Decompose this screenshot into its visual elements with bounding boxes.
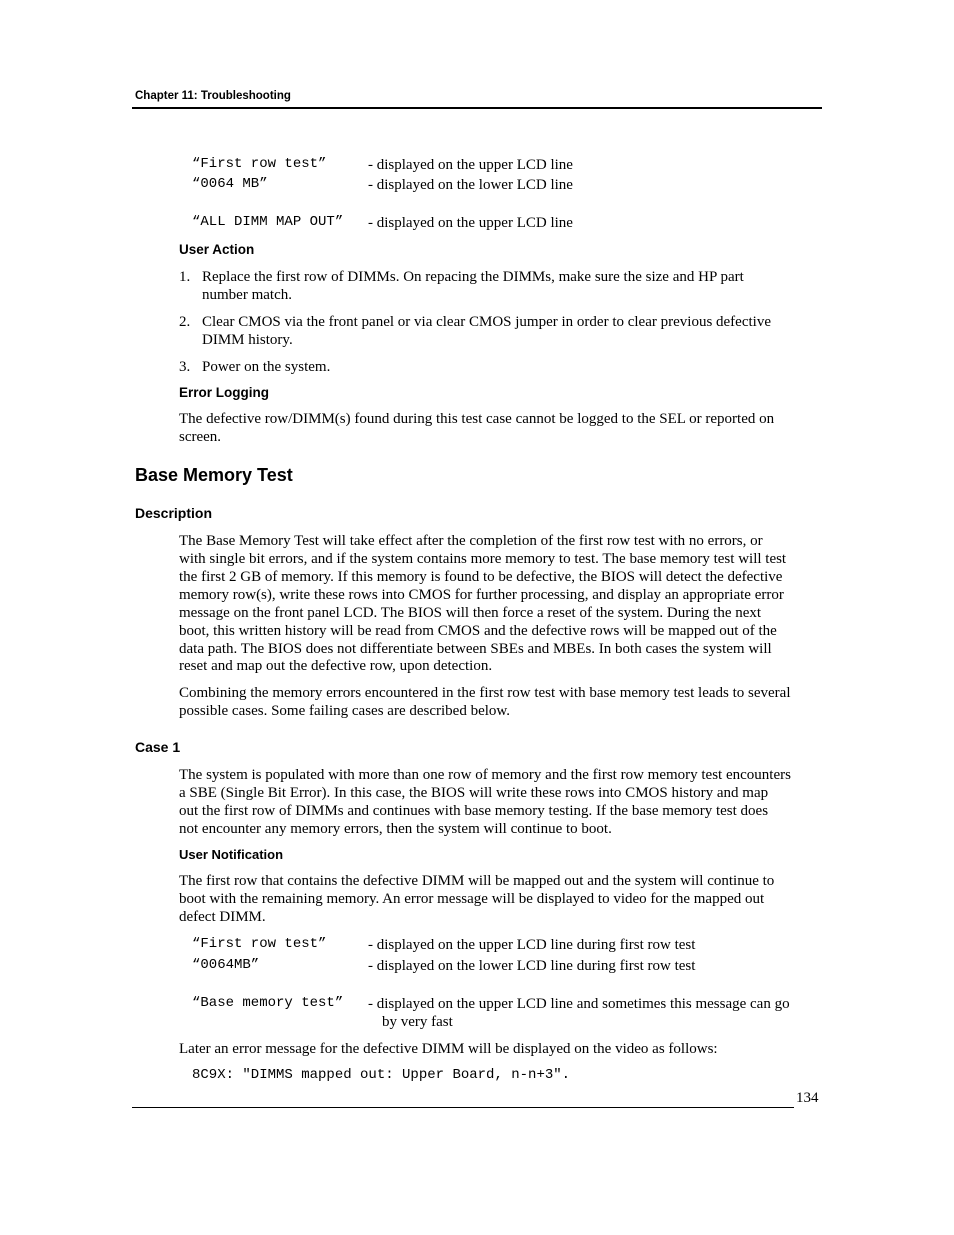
- list-number: 3.: [179, 359, 191, 375]
- footer-rule: [132, 1107, 794, 1108]
- paragraph-line: out the first row of DIMMs and continues with base memory testing. If the base memory test does: [179, 803, 769, 819]
- lcd-code: “First row test”: [192, 936, 327, 952]
- lcd-description: - displayed on the upper LCD line and sometimes this message can go: [368, 996, 790, 1012]
- lcd-code: “First row test”: [192, 156, 327, 172]
- paragraph-line: The defective row/DIMM(s) found during this test case cannot be logged to the SEL or reported on: [179, 411, 775, 427]
- section-title: Base Memory Test: [135, 465, 293, 485]
- lcd-code: “ALL DIMM MAP OUT”: [192, 214, 344, 230]
- error-logging-heading: Error Logging: [179, 385, 269, 400]
- lcd-code: “0064MB”: [192, 957, 260, 973]
- chapter-header: Chapter 11: Troubleshooting: [135, 90, 291, 102]
- paragraph-line: not encounter any memory errors, then the system will continue to boot.: [179, 821, 612, 837]
- lcd-description-continued: by very fast: [382, 1014, 453, 1030]
- paragraph-line: data path. The BIOS does not differentiate between SBEs and MBEs. In both cases the system will: [179, 641, 772, 657]
- paragraph-line: screen.: [179, 429, 222, 445]
- paragraph-line: defect DIMM.: [179, 909, 266, 925]
- paragraph-line: Combining the memory errors encountered in the first row test with base memory test leads to several: [179, 685, 791, 701]
- lcd-description: - displayed on the upper LCD line during first row test: [368, 937, 696, 953]
- list-item-text: Replace the first row of DIMMs. On repacing the DIMMs, make sure the size and HP part: [202, 269, 744, 285]
- error-message-code: 8C9X: "DIMMS mapped out: Upper Board, n-n+3".: [192, 1067, 571, 1083]
- paragraph-line: with single bit errors, and if the system contains more memory to test. The base memory test will test: [179, 551, 787, 567]
- paragraph-line: The first row that contains the defective DIMM will be mapped out and the system will continue to: [179, 873, 775, 889]
- paragraph-line: boot with the remaining memory. An error message will be displayed to video for the mapped out: [179, 891, 765, 907]
- list-item-text: DIMM history.: [202, 332, 293, 348]
- paragraph-line: The Base Memory Test will take effect after the completion of the first row test with no errors, or: [179, 533, 763, 549]
- lcd-description: - displayed on the lower LCD line: [368, 177, 573, 193]
- paragraph-line: a SBE (Single Bit Error). In this case, the BIOS will write these rows into CMOS history and map: [179, 785, 769, 801]
- lcd-code: “Base memory test”: [192, 995, 344, 1011]
- user-notification-heading: User Notification: [179, 847, 284, 862]
- paragraph-line: possible cases. Some failing cases are described below.: [179, 703, 511, 719]
- list-number: 2.: [179, 314, 191, 330]
- user-action-heading: User Action: [179, 242, 255, 257]
- lcd-description: - displayed on the lower LCD line during first row test: [368, 958, 696, 974]
- case-heading: Case 1: [135, 739, 181, 755]
- list-item-text: Power on the system.: [202, 359, 331, 375]
- list-item-text: Clear CMOS via the front panel or via clear CMOS jumper in order to clear previous defective: [202, 314, 771, 330]
- description-heading: Description: [135, 505, 213, 521]
- list-item-text: number match.: [202, 287, 292, 303]
- list-number: 1.: [179, 269, 191, 285]
- lcd-description: - displayed on the upper LCD line: [368, 215, 573, 231]
- paragraph-line: boot, this written history will be read from CMOS and the defective rows will be mapped out of the: [179, 623, 777, 639]
- lcd-code: “0064 MB”: [192, 176, 268, 192]
- paragraph-line: memory row(s), write these rows into CMOS for further processing, and display an appropriate error: [179, 587, 784, 603]
- paragraph-line: Later an error message for the defective DIMM will be displayed on the video as follows:: [179, 1041, 718, 1057]
- paragraph-line: the first 2 GB of memory. If this memory is found to be defective, the BIOS will detect the defective: [179, 569, 783, 585]
- paragraph-line: The system is populated with more than one row of memory and the first row memory test encounters: [179, 767, 791, 783]
- paragraph-line: message on the front panel LCD. The BIOS will then force a reset of the system. During the next: [179, 605, 762, 621]
- header-rule: [132, 107, 822, 109]
- paragraph-line: reset and map out the defective row, upon detection.: [179, 658, 493, 674]
- lcd-description: - displayed on the upper LCD line: [368, 157, 573, 173]
- page-number: 134: [796, 1090, 819, 1106]
